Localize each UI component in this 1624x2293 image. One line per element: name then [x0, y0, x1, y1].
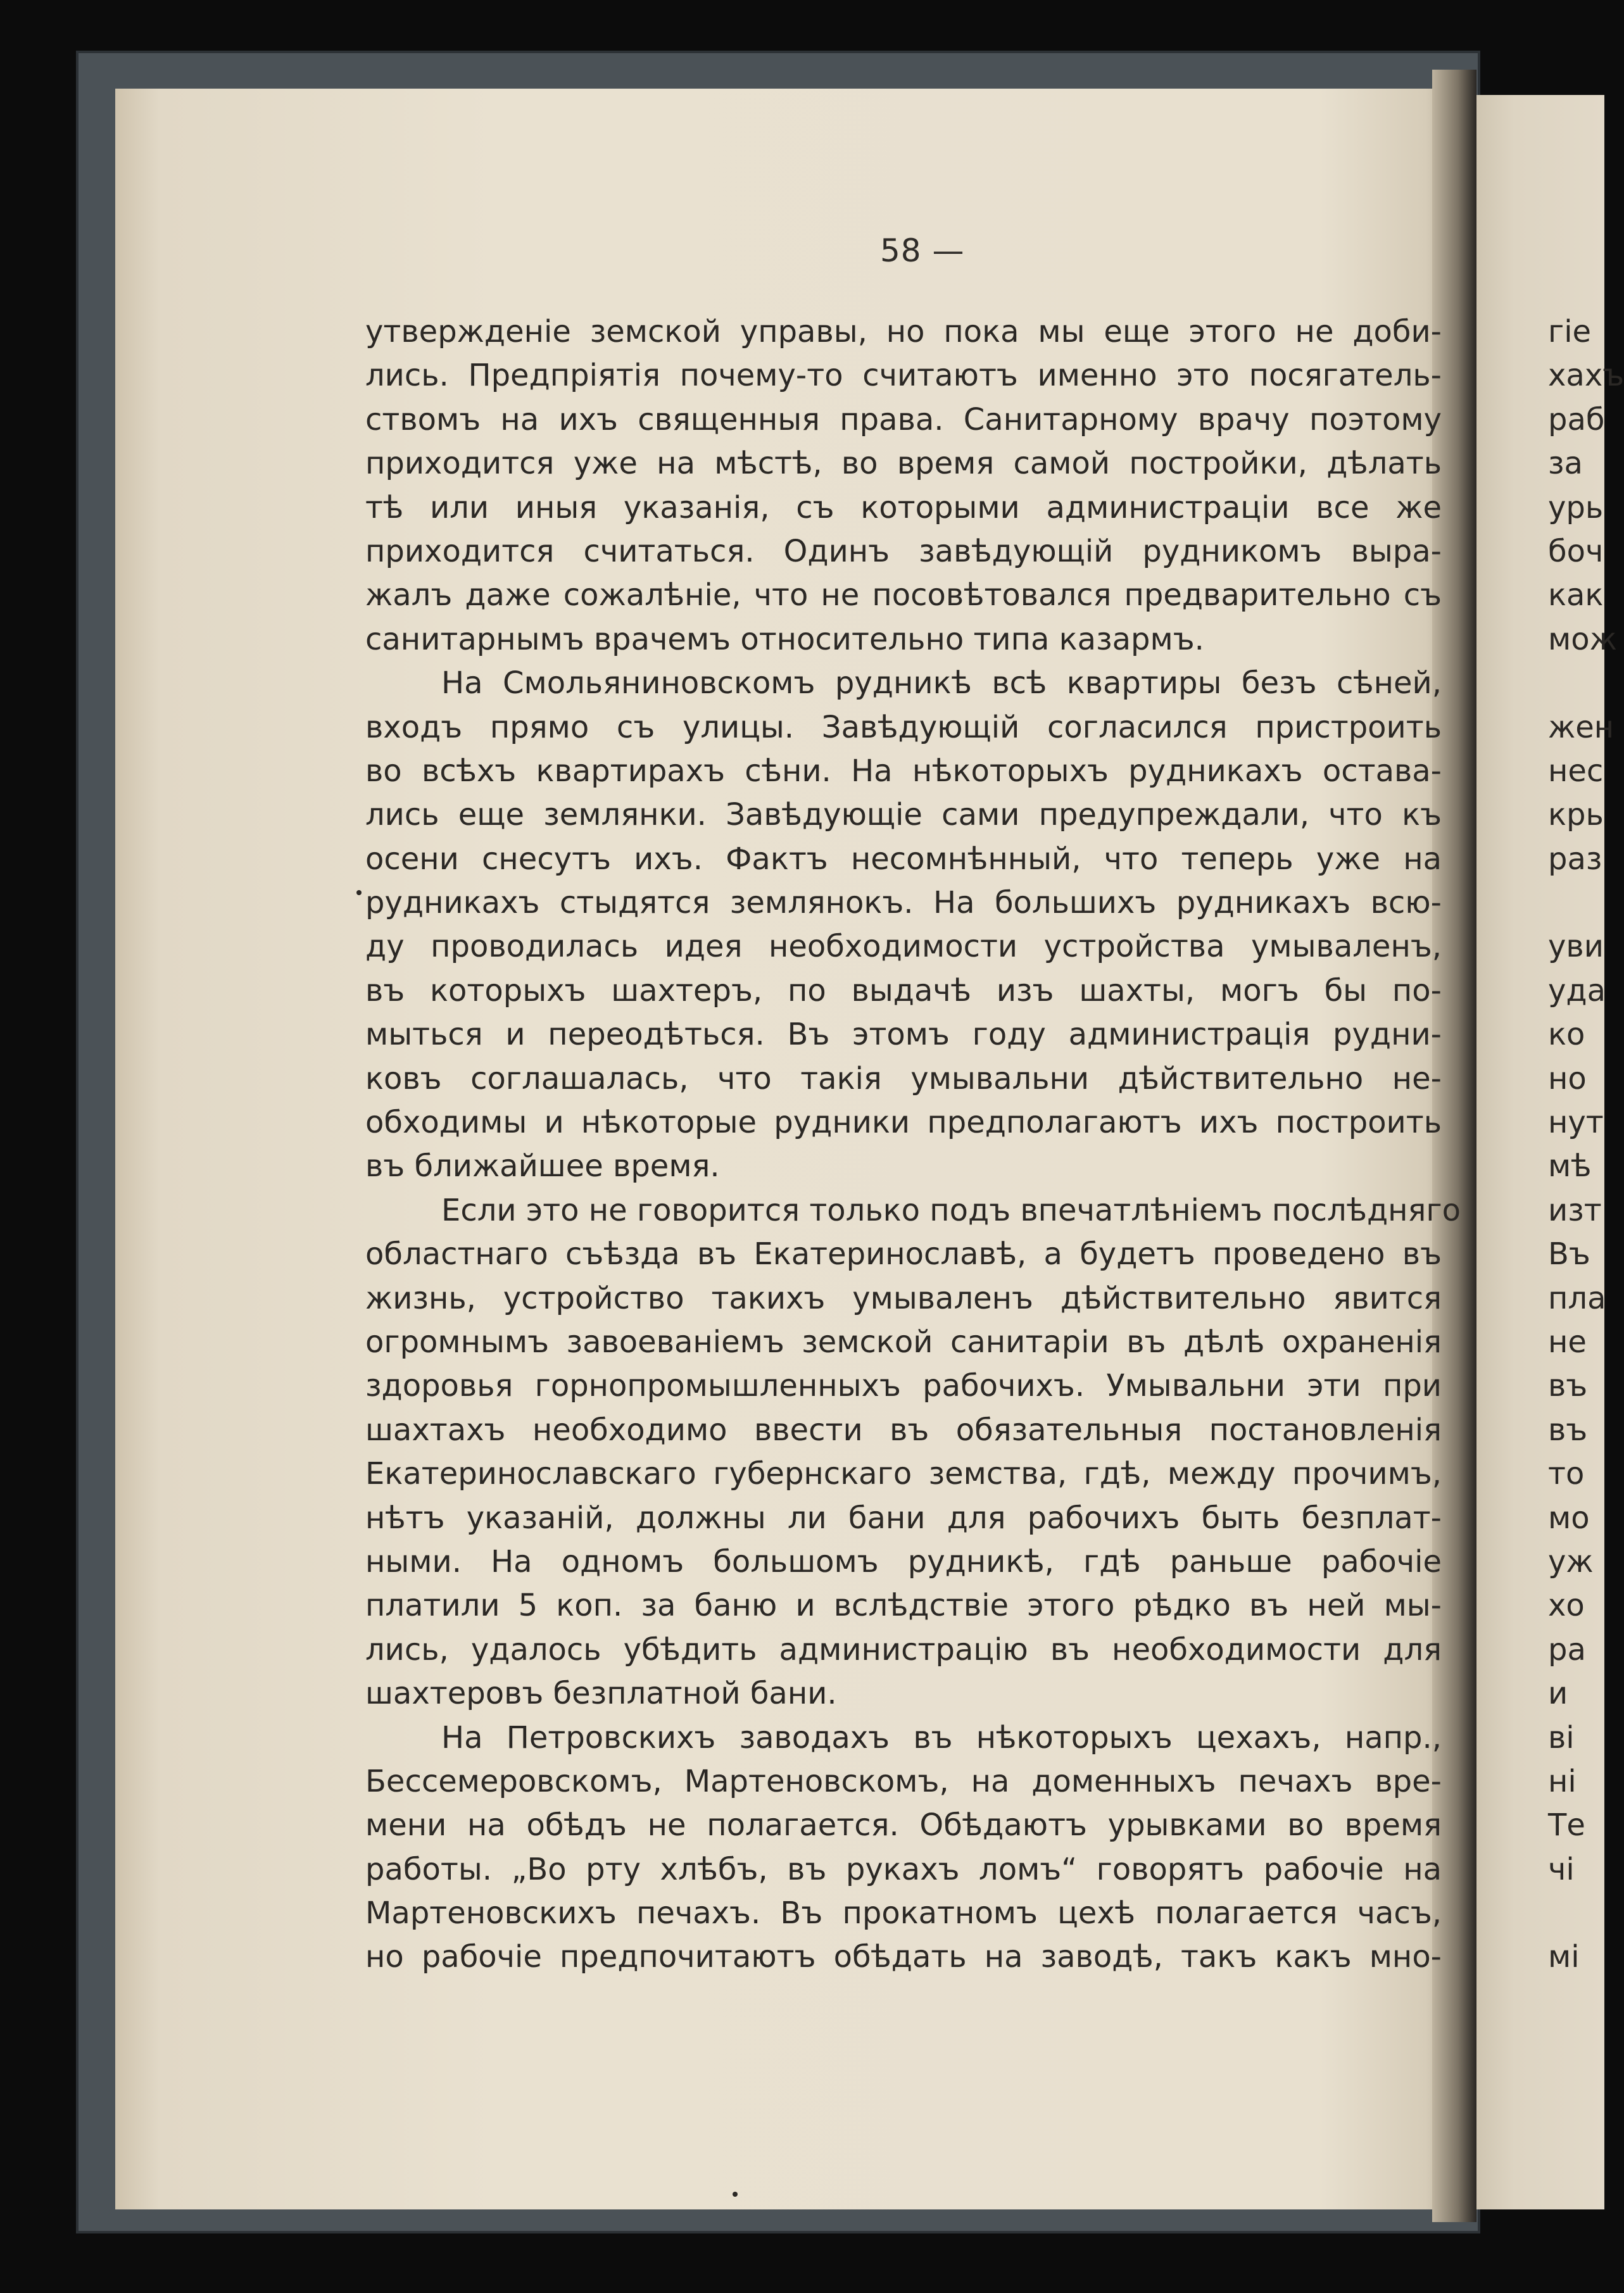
text-line: платили 5 коп. за баню и вслѣдствіе этого рѣдко въ ней мы-: [365, 1588, 1442, 1624]
text-fragment: ко: [1548, 1017, 1585, 1053]
page-number: 58 —: [880, 232, 965, 269]
text-fragment: ра: [1548, 1631, 1586, 1668]
text-fragment: не: [1548, 1324, 1587, 1360]
text-line: Если это не говорится только подъ впечатлѣніемъ послѣдняго: [441, 1192, 1461, 1228]
text-fragment: то: [1548, 1456, 1585, 1492]
text-fragment: хахъ: [1548, 358, 1624, 394]
text-fragment: раз: [1548, 841, 1602, 877]
text-line: санитарнымъ врачемъ относительно типа казармъ.: [365, 621, 1204, 657]
text-line: На Петровскихъ заводахъ въ нѣкоторыхъ цехахъ, напр.,: [441, 1719, 1442, 1756]
text-fragment: ні: [1548, 1763, 1577, 1799]
left-page-text: [365, 310, 1461, 1980]
text-line: мыться и переодѣться. Въ этомъ году администрація рудни-: [365, 1017, 1442, 1053]
text-line: во всѣхъ квартирахъ сѣни. На нѣкоторыхъ рудникахъ остава-: [365, 753, 1442, 789]
text-fragment: мо: [1548, 1500, 1590, 1536]
text-line: ными. На одномъ большомъ рудникѣ, гдѣ раньше рабочіе: [365, 1543, 1442, 1580]
text-line: утвержденіе земской управы, но пока мы еще этого не доби-: [365, 314, 1442, 349]
text-line: но рабочіе предпочитаютъ обѣдать на заводѣ, такъ какъ мно-: [365, 1939, 1442, 1975]
text-line: Мартеновскихъ печахъ. Въ прокатномъ цехѣ полагается часъ,: [365, 1895, 1442, 1932]
text-line: жалъ даже сожалѣніе, что не посовѣтовался предварительно съ: [365, 577, 1442, 613]
text-line: лись. Предпріятія почему-то считаютъ именно это посягатель-: [365, 358, 1442, 394]
text-line: нѣтъ указаній, должны ли бани для рабочихъ быть безплат-: [365, 1500, 1442, 1536]
text-fragment: Те: [1548, 1807, 1585, 1844]
text-line: шахтеровъ безплатной бани.: [365, 1676, 837, 1712]
text-fragment: за: [1548, 446, 1583, 482]
text-fragment: нес: [1548, 753, 1604, 789]
text-fragment: чі: [1548, 1851, 1575, 1887]
text-line: осени снесутъ ихъ. Фактъ несомнѣнный, что теперь уже на: [365, 841, 1442, 877]
text-fragment: урь: [1548, 489, 1604, 525]
text-line: работы. „Во рту хлѣбъ, въ рукахъ ломъ“ говорятъ рабочіе на: [365, 1851, 1442, 1887]
text-fragment: крь: [1548, 797, 1604, 833]
text-line: огромнымъ завоеваніемъ земской санитаріи въ дѣлѣ охраненія: [365, 1324, 1442, 1360]
text-line: Екатеринославскаго губернскаго земства, гдѣ, между прочимъ,: [365, 1456, 1442, 1492]
text-fragment: мѣ: [1548, 1148, 1592, 1184]
text-fragment: ві: [1548, 1719, 1575, 1756]
text-fragment: уви: [1548, 929, 1604, 965]
text-line: мени на обѣдъ не полагается. Обѣдаютъ урывками во время: [365, 1807, 1442, 1844]
text-line: ду проводилась идея необходимости устройства умываленъ,: [365, 929, 1442, 965]
text-fragment: раб: [1548, 401, 1605, 437]
text-fragment: мі: [1548, 1939, 1580, 1975]
ink-speck: [733, 2192, 738, 2197]
text-line: Бессемеровскомъ, Мартеновскомъ, на доменныхъ печахъ вре-: [365, 1763, 1442, 1799]
text-fragment: [1548, 1892, 1624, 1935]
text-line: обходимы и нѣкоторые рудники предполагаютъ ихъ построить: [365, 1105, 1442, 1141]
text-fragment: боч: [1548, 533, 1604, 569]
text-fragment: [1548, 662, 1624, 705]
text-line: здоровья горнопромышленныхъ рабочихъ. Умывальни эти при: [365, 1368, 1442, 1404]
text-fragment: жен: [1548, 709, 1615, 745]
text-line: входъ прямо съ улицы. Завѣдующій согласился пристроить: [365, 709, 1442, 745]
text-fragment: мож: [1548, 621, 1617, 657]
text-fragment: уда: [1548, 972, 1606, 1008]
ink-speck: [356, 890, 362, 895]
text-line: шахтахъ необходимо ввести въ обязательныя постановленія: [365, 1412, 1442, 1448]
text-line: ковъ соглашалась, что такія умывальни дѣйствительно не-: [365, 1060, 1442, 1096]
text-line: приходится уже на мѣстѣ, во время самой постройки, дѣлать: [365, 446, 1442, 482]
text-line: рудникахъ стыдятся землянокъ. На большихъ рудникахъ всю-: [365, 885, 1442, 921]
text-fragment: уж: [1548, 1543, 1594, 1580]
text-fragment: въ: [1548, 1412, 1588, 1448]
text-fragment: въ: [1548, 1368, 1588, 1404]
text-fragment: нут: [1548, 1105, 1604, 1141]
text-fragment: гіе: [1548, 314, 1592, 349]
text-fragment: [1548, 881, 1624, 925]
text-line: ствомъ на ихъ священныя права. Санитарному врачу поэтому: [365, 401, 1442, 437]
text-fragment: хо: [1548, 1588, 1585, 1624]
right-page-text-fragments: [1548, 310, 1624, 1980]
text-line: лись еще землянки. Завѣдующіе сами предупреждали, что къ: [365, 797, 1442, 833]
text-line: жизнь, устройство такихъ умываленъ дѣйствительно явится: [365, 1280, 1442, 1316]
text-fragment: и: [1548, 1676, 1568, 1712]
text-fragment: пла: [1548, 1280, 1606, 1316]
text-line: лись, удалось убѣдить администрацію въ необходимости для: [365, 1631, 1442, 1668]
text-line: въ которыхъ шахтеръ, по выдачѣ изъ шахты, могъ бы по-: [365, 972, 1442, 1008]
text-line: въ ближайшее время.: [365, 1148, 720, 1184]
text-line: областнаго съѣзда въ Екатеринославѣ, а будетъ проведено въ: [365, 1236, 1442, 1272]
text-fragment: но: [1548, 1060, 1587, 1096]
text-line: На Смольяниновскомъ рудникѣ всѣ квартиры безъ сѣней,: [441, 665, 1442, 701]
text-fragment: изт: [1548, 1192, 1602, 1228]
text-line: приходится считаться. Одинъ завѣдующій рудникомъ выра-: [365, 533, 1442, 569]
text-fragment: Въ: [1548, 1236, 1590, 1272]
text-line: тѣ или иныя указанія, съ которыми администраціи все же: [365, 489, 1442, 525]
text-fragment: как: [1548, 577, 1604, 613]
